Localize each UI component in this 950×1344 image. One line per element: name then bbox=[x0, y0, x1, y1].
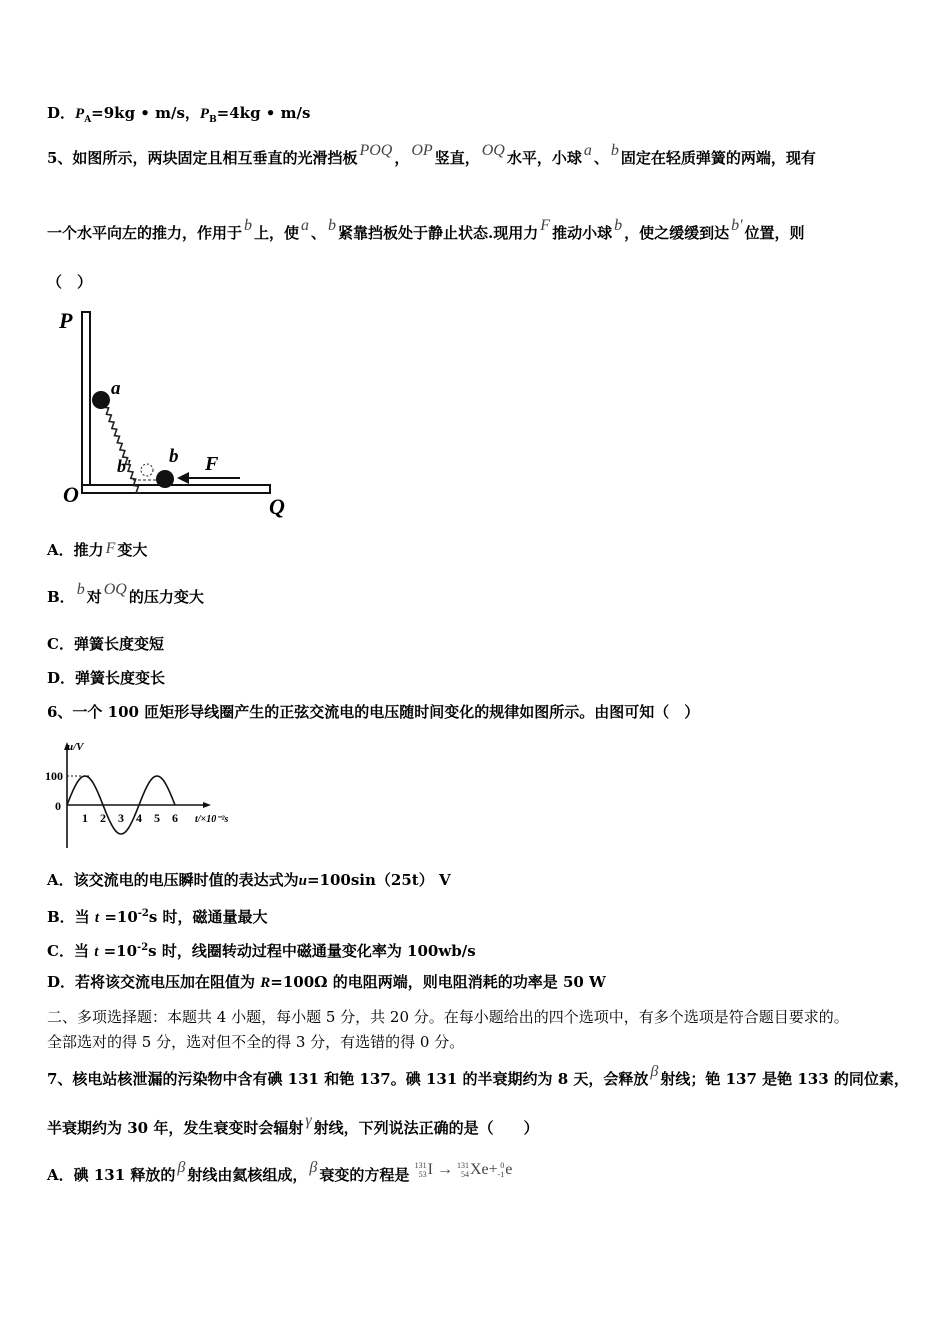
label-a: a bbox=[111, 378, 121, 399]
q5-answer-paren: （ ） bbox=[47, 273, 93, 291]
q6-option-d: D．若将该交流电压加在阻值为 R=100Ω 的电阻两端，则电阻消耗的功率是 50 W bbox=[47, 973, 606, 991]
q7-stem-line1: 7、核电站核泄漏的污染物中含有碘 131 和铯 137。碘 131 的半衰期约为 8 天，会释放 β 射线；铯 137 是铯 133 的同位素， bbox=[47, 1063, 909, 1088]
section2-line2: 全部选对的得 5 分，选对但不全的得 3 分，有选错的得 0 分。 bbox=[47, 1033, 465, 1051]
origin-label: 0 bbox=[55, 799, 61, 813]
x-tick-label: 3 bbox=[118, 811, 124, 825]
section2-line1: 二、多项选择题：本题共 4 小题，每小题 5 分，共 20 分。在每小题给出的四个选项中，有多个选项是符合题目要求的。 bbox=[47, 1008, 849, 1026]
y-label: u/V bbox=[67, 741, 84, 753]
q6-stem: 6、一个 100 匝矩形导线圈产生的正弦交流电的电压随时间变化的规律如图所示。由图可知（ ） bbox=[47, 703, 700, 721]
plate-op bbox=[82, 312, 90, 492]
q5-stem-line1: 5、如图所示，两块固定且相互垂直的光滑挡板 POQ ， OP 竖直， OQ 水平，小球 a 、 b 固定在轻质弹簧的两端，现有 bbox=[47, 142, 816, 167]
q5-option-c: C．弹簧长度变短 bbox=[47, 635, 164, 653]
label-O: O bbox=[63, 482, 79, 507]
x-label: t/×10⁻²s bbox=[195, 814, 229, 825]
q5-stem-line2: 一个水平向左的推力，作用于 b 上，使 a 、 b 紧靠挡板处于静止状态.现用力 F 推动小球 b ，使之缓缓到达 b' 位置，则 bbox=[47, 217, 805, 242]
peak-label: 100 bbox=[45, 769, 63, 783]
x-tick-label: 4 bbox=[136, 811, 142, 825]
q5-option-d: D．弹簧长度变长 bbox=[47, 669, 166, 687]
q7-option-a: A．碘 131 释放的 β 射线由氦核组成， β 衰变的方程是 131 53 I → 131 54 Xe+ 0 -1 e bbox=[47, 1159, 513, 1184]
x-tick-label: 1 bbox=[82, 811, 88, 825]
q6-option-b: B．当 $t =10^{-2}s$ 时，磁通量最大 bbox=[47, 908, 268, 926]
plate-oq bbox=[82, 485, 270, 493]
ball-a bbox=[92, 391, 110, 409]
q5-option-b: B． b 对 OQ 的压力变大 bbox=[47, 581, 204, 606]
x-tick-label: 5 bbox=[154, 811, 160, 825]
q6-option-c: C．当 $t =10^{-2}s$ 时，线圈转动过程中磁通量变化率为 100wb/s bbox=[47, 942, 476, 960]
label-b-prime: b' bbox=[117, 456, 132, 476]
q6-option-a: A．该交流电的电压瞬时值的表达式为u=100sin（25t） V bbox=[47, 871, 451, 889]
force-arrowhead bbox=[177, 472, 189, 484]
q7-stem-line2: 半衰期约为 30 年，发生衰变时会辐射 γ 射线，下列说法正确的是（ ） bbox=[47, 1112, 539, 1137]
q4-option-d: D．$P_A=9kg$ • m/s，$P_B=4kg$ • m/s bbox=[47, 104, 311, 125]
label-b: b bbox=[169, 446, 179, 467]
label-F: F bbox=[205, 453, 219, 475]
ball-b-prime bbox=[141, 464, 153, 476]
q5-option-a: A．推力 F 变大 bbox=[47, 540, 148, 559]
q5-figure bbox=[55, 300, 305, 520]
q6-chart bbox=[45, 740, 235, 850]
x-ticks bbox=[82, 811, 178, 825]
x-axis-arrow bbox=[203, 802, 211, 808]
x-tick-label: 2 bbox=[100, 811, 106, 825]
label-Q: Q bbox=[269, 494, 285, 519]
decay-equation: 131 53 I → 131 54 Xe+ 0 -1 e bbox=[414, 1161, 513, 1180]
x-tick-label: 6 bbox=[172, 811, 178, 825]
label-P: P bbox=[59, 308, 73, 333]
ball-b bbox=[156, 470, 174, 488]
